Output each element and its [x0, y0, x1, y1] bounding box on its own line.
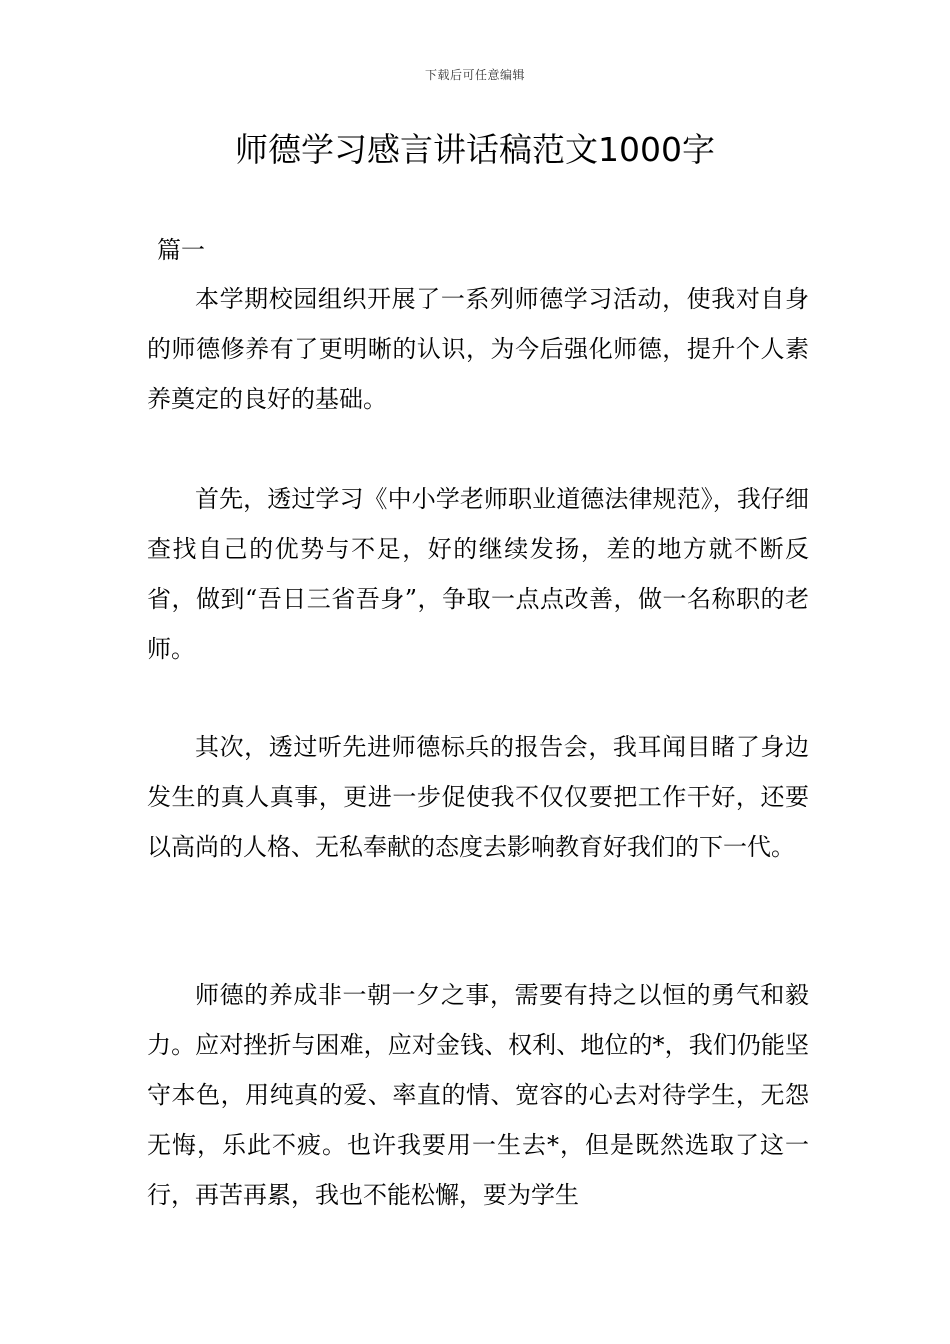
paragraph-2: 首先，透过学习《中小学老师职业道德法律规范》，我仔细查找自己的优势与不足，好的继续发扬，差的地方就不断反省，做到“吾日三省吾身”，争取一点点改善，做一名称职的老师。: [147, 485, 809, 663]
header-note: 下载后可任意编辑: [424, 68, 525, 82]
document-title: 师德学习感言讲话稿范文1000字: [235, 130, 715, 169]
section-label: 篇一: [157, 236, 205, 264]
paragraph-4: 师德的养成非一朝一夕之事，需要有持之以恒的勇气和毅力。应对挫折与困难，应对金钱、权利、地位的*，我们仍能坚守本色，用纯真的爱、率直的情、宽容的心去对待学生，无怨无悔，乐此不疲。也许我要用一生去*，但是既然选取了这一行，再苦再累，我也不能松懈，要为学生: [147, 981, 809, 1209]
paragraph-3: 其次，透过听先进师德标兵的报告会，我耳闻目睹了身边发生的真人真事，更进一步促使我不仅仅要把工作干好，还要以高尚的人格、无私奉献的态度去影响教育好我们的下一代。: [147, 733, 809, 861]
paragraph-1: 本学期校园组织开展了一系列师德学习活动，使我对自身的师德修养有了更明晰的认识，为今后强化师德，提升个人素养奠定的良好的基础。: [147, 285, 809, 413]
